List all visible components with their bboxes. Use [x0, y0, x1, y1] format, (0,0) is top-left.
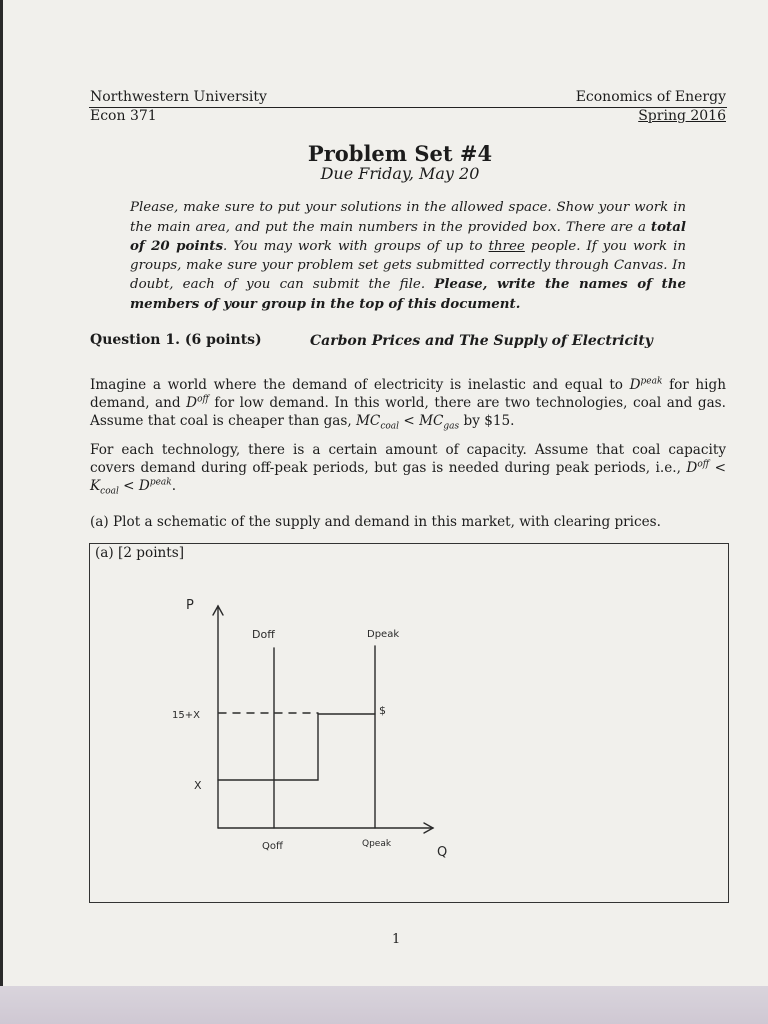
math-sub: gas [443, 421, 460, 432]
instructions-text: Please, make sure to put your solutions in the allowed space. Show your work in the main area, and put the main numbers in the provided box. There are a [130, 200, 686, 235]
d-peak-label: Dpeak [367, 629, 400, 640]
math-d: D [629, 377, 641, 393]
q-peak-label: Qpeak [362, 839, 392, 849]
question-title: Carbon Prices and The Supply of Electricity [310, 333, 653, 349]
p-axis-label: P [186, 598, 194, 613]
q-off-label: Qoff [262, 841, 283, 852]
paragraph-text: by $15. [459, 413, 515, 429]
price-high-label: 15+X [172, 710, 200, 721]
math-sub: coal [100, 486, 119, 497]
price-mark: $ [379, 704, 386, 717]
math-sup: peak [640, 376, 663, 387]
paragraph-text: . [171, 478, 177, 494]
math-d: D [138, 478, 150, 494]
course-title: Economics of Energy [575, 89, 726, 105]
paragraph-text: for low demand. In this world, there are two technologies, coal and gas. Assume that coal is cheaper than gas, [90, 395, 726, 429]
math-sup: off [197, 394, 209, 405]
page-title: Problem Set #4 [307, 141, 493, 166]
paragraph-text: for high demand, and [90, 377, 726, 411]
question-label: Question 1. (6 points) [90, 332, 262, 348]
d-off-label: Doff [252, 628, 275, 641]
instructions-group-size: three [488, 239, 525, 255]
scan-background [0, 986, 768, 1024]
university-name: Northwestern University [90, 89, 267, 105]
supply-curve [218, 714, 375, 780]
answer-box-label: (a) [2 points] [95, 545, 185, 561]
math-d: D [686, 460, 698, 476]
q-axis-label: Q [437, 845, 448, 860]
instructions-text: . You may work with groups of up to [223, 239, 489, 255]
instructions-names-note: Please, write the names of the members of your group in the top of this document. [130, 276, 686, 312]
math-mc: MC [419, 413, 444, 429]
page-number: 1 [392, 932, 401, 947]
math-sup: peak [149, 477, 172, 488]
instructions-text: people. If you work in groups, make sure your problem set gets submitted correctly through Canvas. In doubt, each of you can submit the file. [130, 239, 686, 293]
math-lt: < [118, 478, 139, 494]
course-code: Econ 371 [90, 108, 157, 124]
term: Spring 2016 [638, 108, 726, 124]
due-date: Due Friday, May 20 [320, 164, 480, 183]
price-low-label: X [194, 779, 202, 792]
math-k: K [90, 478, 101, 494]
math-lt: < [709, 460, 726, 476]
math-sup: off [697, 459, 710, 470]
math-d: D [186, 395, 198, 411]
instructions-total-points: total of 20 points [130, 218, 686, 255]
part-a-prompt: (a) Plot a schematic of the supply and demand in this market, with clearing prices. [90, 514, 661, 530]
paragraph-text: Imagine a world where the demand of electricity is inelastic and equal to [90, 377, 630, 393]
paragraph-text: For each technology, there is a certain amount of capacity. Assume that coal capacity covers demand during off-peak periods, but gas is needed during peak periods, i.e., [90, 442, 726, 476]
math-lt: < [399, 413, 420, 429]
math-mc: MC [356, 413, 381, 429]
math-sub: coal [380, 421, 400, 432]
